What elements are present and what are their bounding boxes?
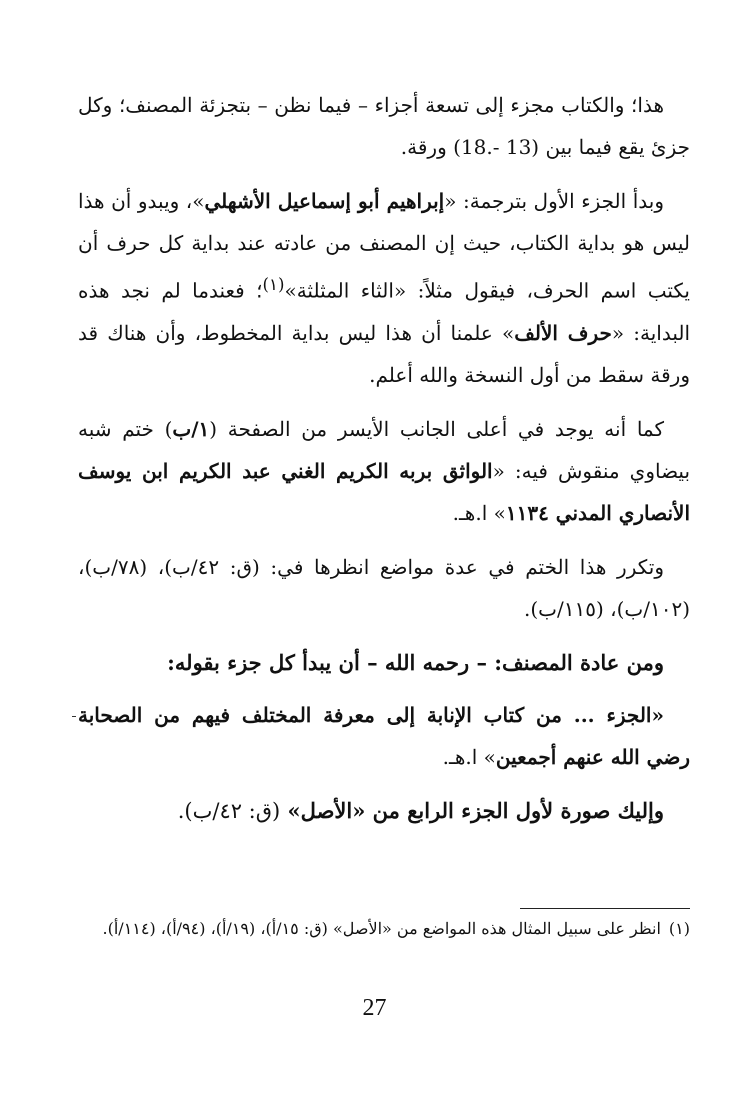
paragraph-volume-division xyxy=(78,84,690,168)
margin-mark xyxy=(72,716,76,717)
text-segment: »، ويبدو أن هذا ليس هو بداية الكتاب، حيث إن المصنف من عادته عند بداية كل حرف أن يكتب اسم الحرف، فيقول مثلاً: «الثاء المثلثة» xyxy=(78,189,690,303)
paragraph-text: وتكرر هذا الختم في عدة مواضع انظرها في: (ق: ٤٢/ب)، (٧٨/ب)، (١٠٢/ب)، (١١٥/ب). xyxy=(78,554,690,621)
folio-reference: (ق: ٤٢/ب). xyxy=(177,798,281,823)
footnote-reference: (١) xyxy=(262,275,285,294)
heading-image-intro xyxy=(78,790,690,832)
paragraph-text: هذا؛ والكتاب مجزء إلى تسعة أجزاء – فيما نظن – بتجزئة المصنف؛ وكل جزئ يقع فيما بين (13 -.18) ورقة. xyxy=(78,93,690,159)
heading-author-habit xyxy=(78,642,690,684)
text-segment: ؛ فعندما لم نجد هذه البداية: « xyxy=(78,278,691,345)
main-text xyxy=(78,84,690,842)
heading-text: ومن عادة المصنف: – رحمه الله – أن يبدأ كل جزء بقوله: xyxy=(167,649,664,675)
bold-folio: ١/ب xyxy=(172,416,210,441)
text-segment: » علمنا أن هذا ليس بداية المخطوط، وأن هناك قد ورقة سقط من أول النسخة والله أعلم. xyxy=(78,320,690,387)
bold-letter-heading: حرف الألف xyxy=(514,320,612,345)
footnotes xyxy=(78,914,690,944)
page-number: 27 xyxy=(362,995,387,1021)
bold-name: إبراهيم أبو إسماعيل الأشهلي xyxy=(204,189,445,213)
text-segment: » ا.هـ. xyxy=(442,744,496,769)
paragraph-quote xyxy=(78,694,690,778)
bold-seal-inscription: الواثق بربه الكريم الغني عبد الكريم ابن يوسف الأنصاري المدني ١١٣٤ xyxy=(78,458,690,525)
footnote-item xyxy=(78,914,690,944)
text-segment: » ا.هـ. xyxy=(452,500,506,525)
text-segment: كما أنه يوجد في أعلى الجانب الأيسر من الصفحة ( xyxy=(209,416,664,441)
paragraph-first-part xyxy=(78,180,690,396)
footnote-divider xyxy=(520,908,690,909)
footnote-text: انظر على سبيل المثال هذه المواضع من «الأصل» (ق: ١٥/أ)، (١٩/أ)، (٩٤/أ)، (١١٤/أ). xyxy=(102,919,661,938)
text-segment: وبدأ الجزء الأول بترجمة: « xyxy=(444,189,664,213)
paragraph-seal xyxy=(78,408,690,534)
quote-text: «الجزء ... من كتاب الإنابة إلى معرفة المختلف فيهم من الصحابة رضي الله عنهم أجمعين xyxy=(78,702,690,769)
heading-text: وإليك صورة لأول الجزء الرابع من «الأصل» xyxy=(280,797,664,823)
footnote-marker: (١) xyxy=(668,919,690,938)
paragraph-seal-repeats xyxy=(78,546,690,630)
text-segment: ) ختم شبه بيضاوي منقوش فيه: « xyxy=(78,416,691,483)
